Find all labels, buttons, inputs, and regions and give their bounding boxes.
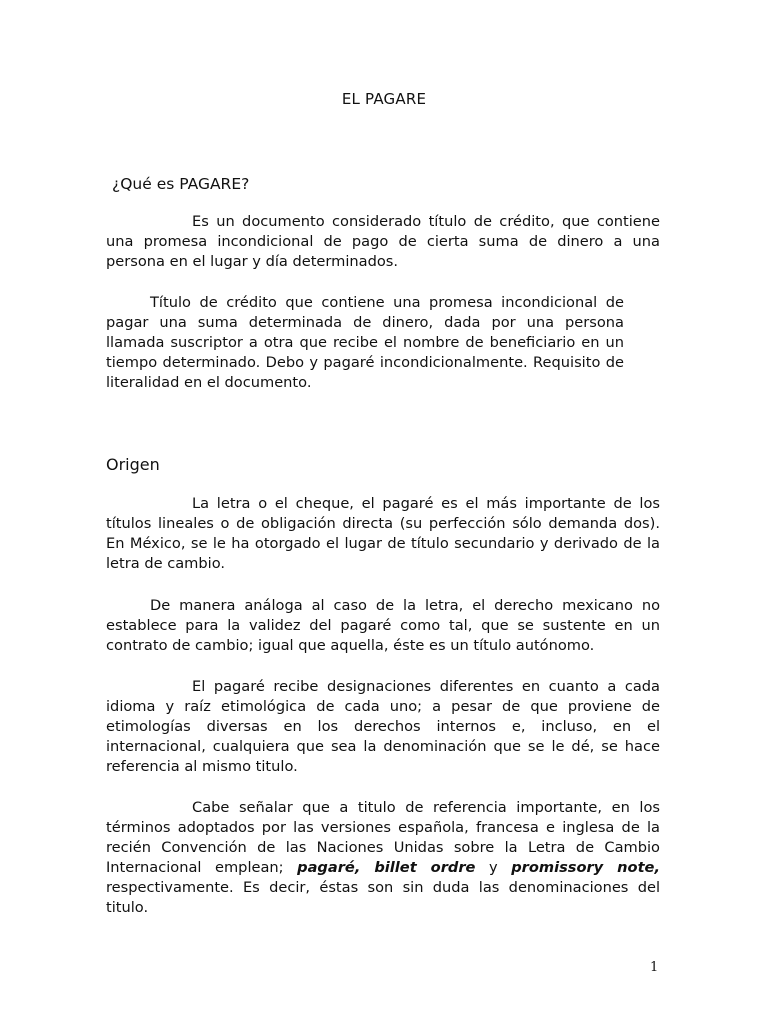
paragraph-analogy: De manera análoga al caso de la letra, el derecho mexicano no establece para la validez del pagaré como tal, que se sustente en un contrato de cambio; igual que aquella, éste es un título autónomo. <box>106 597 660 654</box>
section-heading-origen: Origen <box>106 455 160 474</box>
paragraph-text-after: respectivamente. Es decir, éstas son sin duda las denominaciones del titulo. <box>106 879 660 916</box>
paragraph-origin: La letra o el cheque, el pagaré es el más importante de los títulos lineales o de obligación directa (su perfección sólo demanda dos). En México, se le ha otorgado el lugar de título secundario y derivado de la letra de cambio. <box>106 495 660 572</box>
document-title: EL PAGARE <box>341 90 427 108</box>
paragraph-credit-title: Título de crédito que contiene una promesa incondicional de pagar una suma determinada de dinero, dada por una persona llamada suscriptor a otra que recibe el nombre de beneficiario en un tiempo determinado. Debo y pagaré incondicionalmente. Requisito de literalidad en el documento. <box>106 294 624 391</box>
paragraph-text-before: Cabe señalar que a titulo de referencia importante, en los términos adoptados por las versiones española, francesa e inglesa de la recién Convención de las Naciones Unidas sobre la Letra de Cambio Internacional emplean; <box>106 799 660 876</box>
page-number: 1 <box>650 960 659 975</box>
term-promissory-note: promissory note, <box>511 859 660 876</box>
paragraph-denominations <box>106 798 660 918</box>
section-heading-que-es-pagare: ¿Qué es PAGARE? <box>112 175 250 193</box>
paragraph-designations: El pagaré recibe designaciones diferentes en cuanto a cada idioma y raíz etimológica de cada uno; a pesar de que proviene de etimologías diversas en los derechos internos e, incluso, en el internacional, cualquiera que sea la denominación que se le dé, se hace referencia al mismo titulo. <box>106 678 660 775</box>
term-pagare-billet-ordre: pagaré, billet ordre <box>297 859 476 876</box>
paragraph-definition: Es un documento considerado título de crédito, que contiene una promesa incondicional de pago de cierta suma de dinero a una persona en el lugar y día determinados. <box>106 213 660 270</box>
connector-text: y <box>475 859 512 876</box>
